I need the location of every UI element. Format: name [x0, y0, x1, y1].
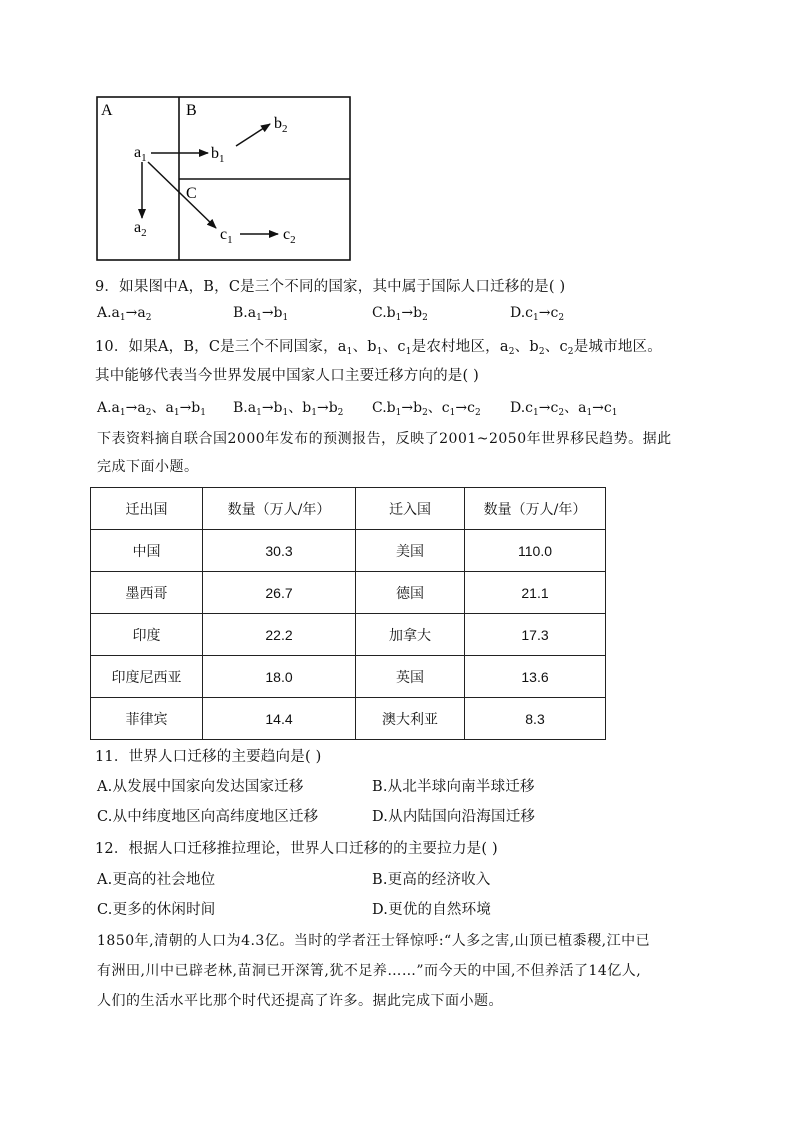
node-a2: $a_2$: [134, 219, 147, 239]
table-row: [91, 530, 606, 572]
inflow-cell: 110.0: [465, 530, 606, 572]
outflow-cell: 22.2: [203, 614, 356, 656]
region-b-label: B: [186, 102, 197, 119]
passage-line2: 有洲田,川中已辟老林,苗洞已开深箐,犹不足养……”而今天的中国,不但养活了14亿人,: [97, 963, 642, 979]
q10-stem-line2: 其中能够代表当今世界发展中国家人口主要迁移方向的是( ): [95, 368, 480, 384]
q12-option-b[interactable]: B.更高的经济收入: [372, 872, 491, 888]
destination-cell: 加拿大: [356, 614, 465, 656]
q11-option-a[interactable]: A.从发展中国家向发达国家迁移: [97, 779, 304, 795]
inflow-cell: 8.3: [465, 698, 606, 740]
outflow-cell: 30.3: [203, 530, 356, 572]
q12-option-c[interactable]: C.更多的休闲时间: [97, 902, 216, 918]
passage-line1: 1850年,清朝的人口为4.3亿。当时的学者汪士铎惊呼:“人多之害,山顶已植黍稷,江中已: [97, 933, 651, 949]
table-header-row: [91, 488, 606, 530]
inflow-cell: 17.3: [465, 614, 606, 656]
region-a-label: A: [101, 102, 113, 119]
region-c-label: C: [186, 185, 197, 202]
origin-cell: 印度尼西亚: [91, 656, 203, 698]
outflow-cell: 18.0: [203, 656, 356, 698]
q10-option-a[interactable]: $A.a_1\to a_2$、$a_1\to b_1$: [97, 400, 206, 418]
arrow-a1-c1: [148, 162, 216, 228]
table-intro-line1: 下表资料摘自联合国2000年发布的预测报告，反映了2001~2050年世界移民趋势。据此: [97, 431, 672, 447]
q9-option-b[interactable]: $B.a_1\to b_1$: [233, 305, 289, 323]
origin-cell: 印度: [91, 614, 203, 656]
node-c2: $c_2$: [283, 226, 296, 246]
table-row: [91, 614, 606, 656]
table-row: [91, 656, 606, 698]
outflow-cell: 26.7: [203, 572, 356, 614]
passage-line3: 人们的生活水平比那个时代还提高了许多。据此完成下面小题。: [97, 993, 503, 1009]
table-row: [91, 572, 606, 614]
destination-cell: 美国: [356, 530, 465, 572]
node-c1: $c_1$: [220, 226, 233, 246]
origin-cell: 菲律宾: [91, 698, 203, 740]
q11-stem: 11．世界人口迁移的主要趋向是( ): [95, 749, 322, 765]
inflow-cell: 13.6: [465, 656, 606, 698]
outflow-cell: 14.4: [203, 698, 356, 740]
migration-diagram: [0, 0, 794, 270]
q9-stem: 9．如果图中A，B，C是三个不同的国家，其中属于国际人口迁移的是( ): [95, 279, 566, 295]
q10-option-b[interactable]: $B.a_1\to b_1$、$b_1\to b_2$: [233, 400, 344, 418]
arrow-b1-b2: [236, 124, 270, 146]
migration-table: [90, 487, 606, 740]
q12-option-a[interactable]: A.更高的社会地位: [97, 872, 216, 888]
q10-option-c[interactable]: $C.b_1\to b_2$、$c_1\to c_2$: [372, 400, 481, 418]
q11-option-d[interactable]: D.从内陆国向沿海国迁移: [372, 809, 536, 825]
q12-stem: 12．根据人口迁移推拉理论，世界人口迁移的的主要拉力是( ): [95, 841, 498, 857]
node-a1: $a_1$: [134, 144, 147, 164]
origin-cell: 中国: [91, 530, 203, 572]
q10-stem-line1: 10．如果A，B，C是三个不同国家，$a_1$、$b_1$、$c_1$是农村地区，$a_2$、$b_2$、$c_2$是城市地区。: [95, 339, 662, 357]
header-destination-country: 迁入国: [356, 488, 465, 530]
q10-option-d[interactable]: $D.c_1\to c_2$、$a_1\to c_1$: [510, 400, 618, 418]
inflow-cell: 21.1: [465, 572, 606, 614]
q9-option-c[interactable]: $C.b_1\to b_2$: [372, 305, 428, 323]
node-b1: $b_1$: [211, 145, 225, 165]
node-b2: $b_2$: [274, 115, 288, 135]
q9-option-a[interactable]: $A.a_1\to a_2$: [97, 305, 152, 323]
q9-option-d[interactable]: $D.c_1\to c_2$: [510, 305, 565, 323]
header-inflow-amount: 数量（万人/年）: [465, 488, 606, 530]
q12-option-d[interactable]: D.更优的自然环境: [372, 902, 492, 918]
origin-cell: 墨西哥: [91, 572, 203, 614]
header-outflow-amount: 数量（万人/年）: [203, 488, 356, 530]
table-intro-line2: 完成下面小题。: [97, 459, 199, 475]
q11-option-b[interactable]: B.从北半球向南半球迁移: [372, 779, 535, 795]
table-row: [91, 698, 606, 740]
destination-cell: 德国: [356, 572, 465, 614]
q11-option-c[interactable]: C.从中纬度地区向高纬度地区迁移: [97, 809, 319, 825]
destination-cell: 澳大利亚: [356, 698, 465, 740]
header-origin-country: 迁出国: [91, 488, 203, 530]
destination-cell: 英国: [356, 656, 465, 698]
